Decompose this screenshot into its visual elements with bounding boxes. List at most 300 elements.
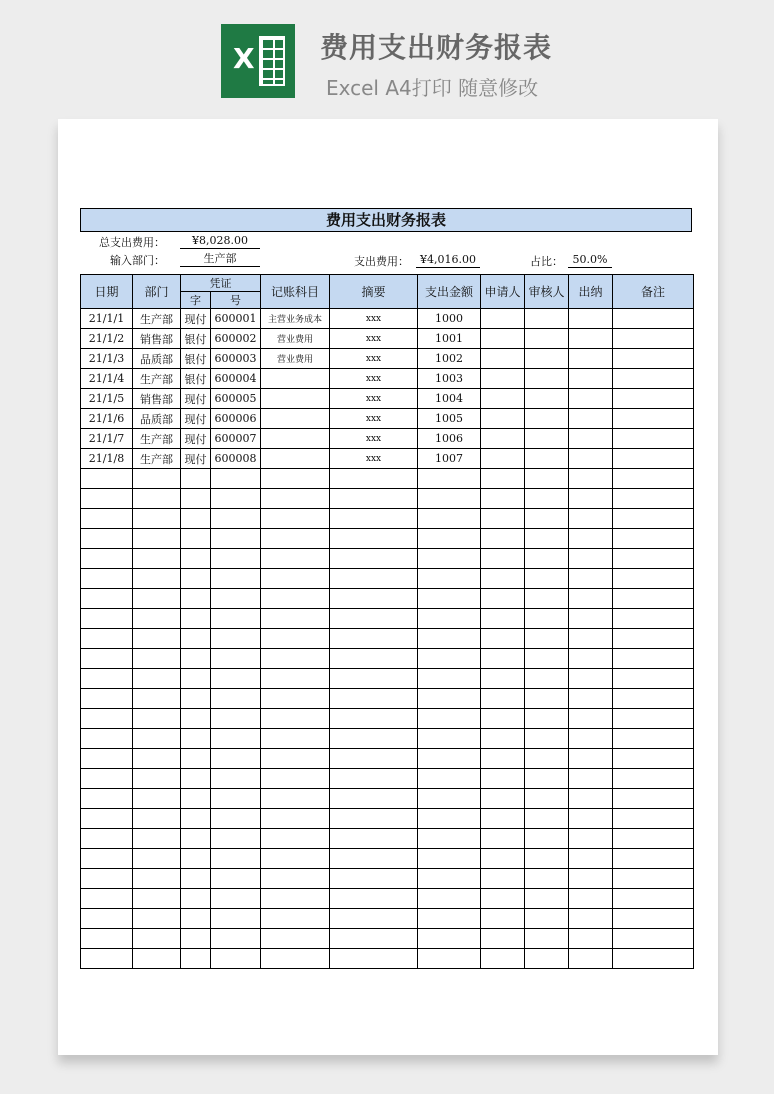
empty-cell[interactable] bbox=[211, 769, 261, 789]
cell-account[interactable] bbox=[261, 449, 330, 469]
cell-date[interactable]: 21/1/6 bbox=[81, 409, 133, 429]
empty-cell[interactable] bbox=[330, 469, 418, 489]
empty-cell[interactable] bbox=[481, 669, 525, 689]
empty-cell[interactable] bbox=[330, 869, 418, 889]
empty-cell[interactable] bbox=[261, 929, 330, 949]
empty-cell[interactable] bbox=[261, 909, 330, 929]
empty-cell[interactable] bbox=[418, 909, 481, 929]
empty-cell[interactable] bbox=[181, 529, 211, 549]
cell-summary[interactable]: xxx bbox=[330, 429, 418, 449]
empty-cell[interactable] bbox=[481, 689, 525, 709]
empty-cell[interactable] bbox=[81, 709, 133, 729]
empty-cell[interactable] bbox=[181, 689, 211, 709]
empty-cell[interactable] bbox=[418, 629, 481, 649]
empty-cell[interactable] bbox=[181, 829, 211, 849]
empty-cell[interactable] bbox=[261, 589, 330, 609]
empty-cell[interactable] bbox=[613, 569, 694, 589]
empty-cell[interactable] bbox=[418, 849, 481, 869]
empty-cell[interactable] bbox=[525, 709, 569, 729]
empty-cell[interactable] bbox=[261, 629, 330, 649]
total-value[interactable]: ¥8,028.00 bbox=[180, 234, 260, 249]
cell-account[interactable] bbox=[261, 409, 330, 429]
empty-cell[interactable] bbox=[525, 489, 569, 509]
cell-applicant[interactable] bbox=[481, 449, 525, 469]
empty-cell[interactable] bbox=[418, 489, 481, 509]
cell-type[interactable]: 银付 bbox=[181, 329, 211, 349]
empty-cell[interactable] bbox=[569, 669, 613, 689]
cell-amount[interactable]: 1007 bbox=[418, 449, 481, 469]
empty-cell[interactable] bbox=[330, 929, 418, 949]
empty-cell[interactable] bbox=[181, 929, 211, 949]
cell-reviewer[interactable] bbox=[525, 429, 569, 449]
empty-cell[interactable] bbox=[81, 809, 133, 829]
cell-applicant[interactable] bbox=[481, 309, 525, 329]
empty-cell[interactable] bbox=[133, 749, 181, 769]
empty-cell[interactable] bbox=[613, 729, 694, 749]
empty-cell[interactable] bbox=[261, 949, 330, 969]
empty-cell[interactable] bbox=[569, 729, 613, 749]
spend-value[interactable]: ¥4,016.00 bbox=[416, 253, 480, 268]
empty-cell[interactable] bbox=[613, 889, 694, 909]
empty-cell[interactable] bbox=[330, 609, 418, 629]
empty-cell[interactable] bbox=[418, 589, 481, 609]
empty-cell[interactable] bbox=[613, 849, 694, 869]
cell-cashier[interactable] bbox=[569, 369, 613, 389]
cell-applicant[interactable] bbox=[481, 329, 525, 349]
empty-cell[interactable] bbox=[261, 869, 330, 889]
cell-no[interactable]: 600002 bbox=[211, 329, 261, 349]
empty-cell[interactable] bbox=[330, 749, 418, 769]
empty-cell[interactable] bbox=[181, 889, 211, 909]
cell-reviewer[interactable] bbox=[525, 349, 569, 369]
cell-type[interactable]: 现付 bbox=[181, 409, 211, 429]
cell-remark[interactable] bbox=[613, 349, 694, 369]
empty-cell[interactable] bbox=[330, 529, 418, 549]
empty-cell[interactable] bbox=[330, 589, 418, 609]
empty-cell[interactable] bbox=[481, 749, 525, 769]
cell-date[interactable]: 21/1/1 bbox=[81, 309, 133, 329]
empty-cell[interactable] bbox=[81, 829, 133, 849]
empty-cell[interactable] bbox=[211, 809, 261, 829]
empty-cell[interactable] bbox=[261, 489, 330, 509]
empty-cell[interactable] bbox=[181, 909, 211, 929]
empty-cell[interactable] bbox=[330, 669, 418, 689]
cell-type[interactable]: 现付 bbox=[181, 429, 211, 449]
empty-cell[interactable] bbox=[81, 689, 133, 709]
cell-summary[interactable]: xxx bbox=[330, 449, 418, 469]
empty-cell[interactable] bbox=[613, 549, 694, 569]
empty-cell[interactable] bbox=[481, 829, 525, 849]
empty-cell[interactable] bbox=[613, 669, 694, 689]
empty-cell[interactable] bbox=[569, 549, 613, 569]
cell-type[interactable]: 银付 bbox=[181, 349, 211, 369]
empty-cell[interactable] bbox=[81, 929, 133, 949]
empty-cell[interactable] bbox=[211, 629, 261, 649]
cell-applicant[interactable] bbox=[481, 369, 525, 389]
empty-cell[interactable] bbox=[181, 869, 211, 889]
empty-cell[interactable] bbox=[525, 589, 569, 609]
empty-cell[interactable] bbox=[181, 789, 211, 809]
empty-cell[interactable] bbox=[481, 909, 525, 929]
empty-cell[interactable] bbox=[569, 629, 613, 649]
cell-cashier[interactable] bbox=[569, 429, 613, 449]
empty-cell[interactable] bbox=[261, 829, 330, 849]
empty-cell[interactable] bbox=[330, 789, 418, 809]
empty-cell[interactable] bbox=[525, 869, 569, 889]
cell-amount[interactable]: 1000 bbox=[418, 309, 481, 329]
empty-cell[interactable] bbox=[181, 649, 211, 669]
empty-cell[interactable] bbox=[569, 909, 613, 929]
cell-no[interactable]: 600008 bbox=[211, 449, 261, 469]
empty-cell[interactable] bbox=[81, 949, 133, 969]
empty-cell[interactable] bbox=[81, 889, 133, 909]
empty-cell[interactable] bbox=[418, 709, 481, 729]
empty-cell[interactable] bbox=[261, 649, 330, 669]
empty-cell[interactable] bbox=[613, 489, 694, 509]
cell-no[interactable]: 600006 bbox=[211, 409, 261, 429]
cell-type[interactable]: 现付 bbox=[181, 449, 211, 469]
empty-cell[interactable] bbox=[181, 849, 211, 869]
empty-cell[interactable] bbox=[181, 729, 211, 749]
empty-cell[interactable] bbox=[569, 649, 613, 669]
empty-cell[interactable] bbox=[418, 749, 481, 769]
empty-cell[interactable] bbox=[81, 469, 133, 489]
empty-cell[interactable] bbox=[569, 929, 613, 949]
empty-cell[interactable] bbox=[261, 609, 330, 629]
cell-reviewer[interactable] bbox=[525, 309, 569, 329]
empty-cell[interactable] bbox=[525, 929, 569, 949]
empty-cell[interactable] bbox=[133, 949, 181, 969]
empty-cell[interactable] bbox=[133, 929, 181, 949]
empty-cell[interactable] bbox=[569, 689, 613, 709]
empty-cell[interactable] bbox=[330, 509, 418, 529]
empty-cell[interactable] bbox=[181, 509, 211, 529]
empty-cell[interactable] bbox=[613, 509, 694, 529]
cell-amount[interactable]: 1002 bbox=[418, 349, 481, 369]
cell-applicant[interactable] bbox=[481, 349, 525, 369]
empty-cell[interactable] bbox=[481, 589, 525, 609]
empty-cell[interactable] bbox=[261, 849, 330, 869]
empty-cell[interactable] bbox=[81, 589, 133, 609]
cell-cashier[interactable] bbox=[569, 449, 613, 469]
cell-account[interactable]: 营业费用 bbox=[261, 329, 330, 349]
empty-cell[interactable] bbox=[81, 489, 133, 509]
cell-remark[interactable] bbox=[613, 329, 694, 349]
empty-cell[interactable] bbox=[261, 469, 330, 489]
empty-cell[interactable] bbox=[181, 949, 211, 969]
empty-cell[interactable] bbox=[181, 569, 211, 589]
empty-cell[interactable] bbox=[418, 469, 481, 489]
empty-cell[interactable] bbox=[81, 749, 133, 769]
empty-cell[interactable] bbox=[569, 469, 613, 489]
empty-cell[interactable] bbox=[133, 669, 181, 689]
empty-cell[interactable] bbox=[133, 529, 181, 549]
empty-cell[interactable] bbox=[133, 709, 181, 729]
cell-remark[interactable] bbox=[613, 429, 694, 449]
empty-cell[interactable] bbox=[81, 529, 133, 549]
empty-cell[interactable] bbox=[211, 749, 261, 769]
empty-cell[interactable] bbox=[81, 549, 133, 569]
empty-cell[interactable] bbox=[418, 829, 481, 849]
dept-value[interactable]: 生产部 bbox=[180, 252, 260, 267]
ratio-value[interactable]: 50.0% bbox=[568, 253, 612, 268]
empty-cell[interactable] bbox=[613, 869, 694, 889]
empty-cell[interactable] bbox=[613, 769, 694, 789]
empty-cell[interactable] bbox=[481, 609, 525, 629]
cell-dept[interactable]: 品质部 bbox=[133, 349, 181, 369]
empty-cell[interactable] bbox=[133, 469, 181, 489]
empty-cell[interactable] bbox=[525, 729, 569, 749]
empty-cell[interactable] bbox=[211, 609, 261, 629]
empty-cell[interactable] bbox=[613, 809, 694, 829]
cell-account[interactable] bbox=[261, 429, 330, 449]
empty-cell[interactable] bbox=[569, 869, 613, 889]
empty-cell[interactable] bbox=[133, 789, 181, 809]
empty-cell[interactable] bbox=[525, 829, 569, 849]
cell-applicant[interactable] bbox=[481, 409, 525, 429]
empty-cell[interactable] bbox=[481, 869, 525, 889]
empty-cell[interactable] bbox=[418, 929, 481, 949]
empty-cell[interactable] bbox=[330, 709, 418, 729]
empty-cell[interactable] bbox=[481, 709, 525, 729]
cell-summary[interactable]: xxx bbox=[330, 409, 418, 429]
cell-dept[interactable]: 生产部 bbox=[133, 309, 181, 329]
cell-dept[interactable]: 销售部 bbox=[133, 329, 181, 349]
cell-date[interactable]: 21/1/2 bbox=[81, 329, 133, 349]
empty-cell[interactable] bbox=[211, 489, 261, 509]
cell-summary[interactable]: xxx bbox=[330, 389, 418, 409]
cell-dept[interactable]: 生产部 bbox=[133, 369, 181, 389]
empty-cell[interactable] bbox=[525, 609, 569, 629]
cell-date[interactable]: 21/1/7 bbox=[81, 429, 133, 449]
empty-cell[interactable] bbox=[133, 629, 181, 649]
empty-cell[interactable] bbox=[81, 629, 133, 649]
empty-cell[interactable] bbox=[81, 569, 133, 589]
empty-cell[interactable] bbox=[81, 869, 133, 889]
empty-cell[interactable] bbox=[525, 909, 569, 929]
empty-cell[interactable] bbox=[133, 909, 181, 929]
empty-cell[interactable] bbox=[211, 829, 261, 849]
empty-cell[interactable] bbox=[525, 949, 569, 969]
empty-cell[interactable] bbox=[613, 949, 694, 969]
empty-cell[interactable] bbox=[418, 549, 481, 569]
empty-cell[interactable] bbox=[211, 949, 261, 969]
empty-cell[interactable] bbox=[133, 509, 181, 529]
empty-cell[interactable] bbox=[181, 629, 211, 649]
cell-summary[interactable]: xxx bbox=[330, 369, 418, 389]
empty-cell[interactable] bbox=[330, 849, 418, 869]
empty-cell[interactable] bbox=[613, 909, 694, 929]
empty-cell[interactable] bbox=[525, 509, 569, 529]
cell-dept[interactable]: 品质部 bbox=[133, 409, 181, 429]
empty-cell[interactable] bbox=[418, 789, 481, 809]
empty-cell[interactable] bbox=[330, 649, 418, 669]
empty-cell[interactable] bbox=[330, 889, 418, 909]
empty-cell[interactable] bbox=[261, 549, 330, 569]
empty-cell[interactable] bbox=[133, 649, 181, 669]
empty-cell[interactable] bbox=[181, 709, 211, 729]
empty-cell[interactable] bbox=[211, 529, 261, 549]
cell-account[interactable]: 营业费用 bbox=[261, 349, 330, 369]
cell-account[interactable] bbox=[261, 389, 330, 409]
empty-cell[interactable] bbox=[133, 569, 181, 589]
empty-cell[interactable] bbox=[481, 729, 525, 749]
empty-cell[interactable] bbox=[330, 809, 418, 829]
cell-cashier[interactable] bbox=[569, 309, 613, 329]
empty-cell[interactable] bbox=[81, 769, 133, 789]
cell-amount[interactable]: 1005 bbox=[418, 409, 481, 429]
cell-cashier[interactable] bbox=[569, 409, 613, 429]
empty-cell[interactable] bbox=[211, 669, 261, 689]
empty-cell[interactable] bbox=[181, 549, 211, 569]
empty-cell[interactable] bbox=[418, 729, 481, 749]
empty-cell[interactable] bbox=[418, 569, 481, 589]
empty-cell[interactable] bbox=[181, 769, 211, 789]
cell-account[interactable] bbox=[261, 369, 330, 389]
empty-cell[interactable] bbox=[181, 489, 211, 509]
cell-amount[interactable]: 1006 bbox=[418, 429, 481, 449]
empty-cell[interactable] bbox=[525, 649, 569, 669]
empty-cell[interactable] bbox=[418, 869, 481, 889]
cell-dept[interactable]: 生产部 bbox=[133, 449, 181, 469]
empty-cell[interactable] bbox=[418, 609, 481, 629]
empty-cell[interactable] bbox=[481, 629, 525, 649]
empty-cell[interactable] bbox=[133, 589, 181, 609]
empty-cell[interactable] bbox=[569, 709, 613, 729]
cell-no[interactable]: 600003 bbox=[211, 349, 261, 369]
empty-cell[interactable] bbox=[569, 889, 613, 909]
cell-dept[interactable]: 销售部 bbox=[133, 389, 181, 409]
empty-cell[interactable] bbox=[525, 629, 569, 649]
empty-cell[interactable] bbox=[330, 829, 418, 849]
empty-cell[interactable] bbox=[481, 809, 525, 829]
empty-cell[interactable] bbox=[569, 509, 613, 529]
cell-reviewer[interactable] bbox=[525, 369, 569, 389]
empty-cell[interactable] bbox=[330, 489, 418, 509]
empty-cell[interactable] bbox=[330, 769, 418, 789]
cell-date[interactable]: 21/1/4 bbox=[81, 369, 133, 389]
cell-summary[interactable]: xxx bbox=[330, 349, 418, 369]
empty-cell[interactable] bbox=[181, 669, 211, 689]
empty-cell[interactable] bbox=[181, 609, 211, 629]
empty-cell[interactable] bbox=[81, 729, 133, 749]
empty-cell[interactable] bbox=[181, 809, 211, 829]
cell-reviewer[interactable] bbox=[525, 329, 569, 349]
empty-cell[interactable] bbox=[261, 529, 330, 549]
empty-cell[interactable] bbox=[261, 709, 330, 729]
empty-cell[interactable] bbox=[261, 509, 330, 529]
empty-cell[interactable] bbox=[81, 909, 133, 929]
empty-cell[interactable] bbox=[418, 809, 481, 829]
empty-cell[interactable] bbox=[211, 929, 261, 949]
empty-cell[interactable] bbox=[211, 709, 261, 729]
empty-cell[interactable] bbox=[569, 749, 613, 769]
empty-cell[interactable] bbox=[81, 789, 133, 809]
empty-cell[interactable] bbox=[211, 889, 261, 909]
empty-cell[interactable] bbox=[613, 689, 694, 709]
empty-cell[interactable] bbox=[481, 489, 525, 509]
empty-cell[interactable] bbox=[525, 849, 569, 869]
cell-remark[interactable] bbox=[613, 309, 694, 329]
empty-cell[interactable] bbox=[330, 909, 418, 929]
empty-cell[interactable] bbox=[418, 889, 481, 909]
empty-cell[interactable] bbox=[261, 749, 330, 769]
cell-type[interactable]: 现付 bbox=[181, 389, 211, 409]
empty-cell[interactable] bbox=[569, 829, 613, 849]
cell-summary[interactable]: xxx bbox=[330, 309, 418, 329]
empty-cell[interactable] bbox=[569, 789, 613, 809]
empty-cell[interactable] bbox=[418, 509, 481, 529]
empty-cell[interactable] bbox=[418, 669, 481, 689]
cell-no[interactable]: 600004 bbox=[211, 369, 261, 389]
cell-applicant[interactable] bbox=[481, 389, 525, 409]
empty-cell[interactable] bbox=[481, 849, 525, 869]
empty-cell[interactable] bbox=[133, 769, 181, 789]
empty-cell[interactable] bbox=[211, 549, 261, 569]
empty-cell[interactable] bbox=[330, 729, 418, 749]
empty-cell[interactable] bbox=[481, 769, 525, 789]
empty-cell[interactable] bbox=[525, 469, 569, 489]
empty-cell[interactable] bbox=[613, 749, 694, 769]
cell-cashier[interactable] bbox=[569, 329, 613, 349]
cell-type[interactable]: 现付 bbox=[181, 309, 211, 329]
empty-cell[interactable] bbox=[330, 569, 418, 589]
empty-cell[interactable] bbox=[261, 669, 330, 689]
empty-cell[interactable] bbox=[613, 789, 694, 809]
empty-cell[interactable] bbox=[133, 849, 181, 869]
empty-cell[interactable] bbox=[613, 629, 694, 649]
empty-cell[interactable] bbox=[211, 689, 261, 709]
empty-cell[interactable] bbox=[418, 689, 481, 709]
cell-applicant[interactable] bbox=[481, 429, 525, 449]
cell-remark[interactable] bbox=[613, 389, 694, 409]
empty-cell[interactable] bbox=[613, 709, 694, 729]
empty-cell[interactable] bbox=[569, 849, 613, 869]
empty-cell[interactable] bbox=[481, 649, 525, 669]
empty-cell[interactable] bbox=[525, 549, 569, 569]
cell-date[interactable]: 21/1/5 bbox=[81, 389, 133, 409]
cell-remark[interactable] bbox=[613, 369, 694, 389]
empty-cell[interactable] bbox=[211, 909, 261, 929]
empty-cell[interactable] bbox=[81, 609, 133, 629]
empty-cell[interactable] bbox=[613, 589, 694, 609]
empty-cell[interactable] bbox=[481, 549, 525, 569]
empty-cell[interactable] bbox=[133, 489, 181, 509]
empty-cell[interactable] bbox=[81, 509, 133, 529]
cell-account[interactable]: 主营业务成本 bbox=[261, 309, 330, 329]
empty-cell[interactable] bbox=[569, 809, 613, 829]
empty-cell[interactable] bbox=[418, 769, 481, 789]
empty-cell[interactable] bbox=[525, 789, 569, 809]
cell-reviewer[interactable] bbox=[525, 449, 569, 469]
empty-cell[interactable] bbox=[569, 769, 613, 789]
empty-cell[interactable] bbox=[525, 769, 569, 789]
empty-cell[interactable] bbox=[613, 829, 694, 849]
empty-cell[interactable] bbox=[261, 729, 330, 749]
empty-cell[interactable] bbox=[330, 689, 418, 709]
empty-cell[interactable] bbox=[481, 529, 525, 549]
empty-cell[interactable] bbox=[525, 669, 569, 689]
empty-cell[interactable] bbox=[613, 529, 694, 549]
empty-cell[interactable] bbox=[569, 949, 613, 969]
empty-cell[interactable] bbox=[133, 549, 181, 569]
empty-cell[interactable] bbox=[261, 889, 330, 909]
empty-cell[interactable] bbox=[418, 529, 481, 549]
cell-reviewer[interactable] bbox=[525, 409, 569, 429]
cell-dept[interactable]: 生产部 bbox=[133, 429, 181, 449]
empty-cell[interactable] bbox=[330, 949, 418, 969]
empty-cell[interactable] bbox=[211, 649, 261, 669]
